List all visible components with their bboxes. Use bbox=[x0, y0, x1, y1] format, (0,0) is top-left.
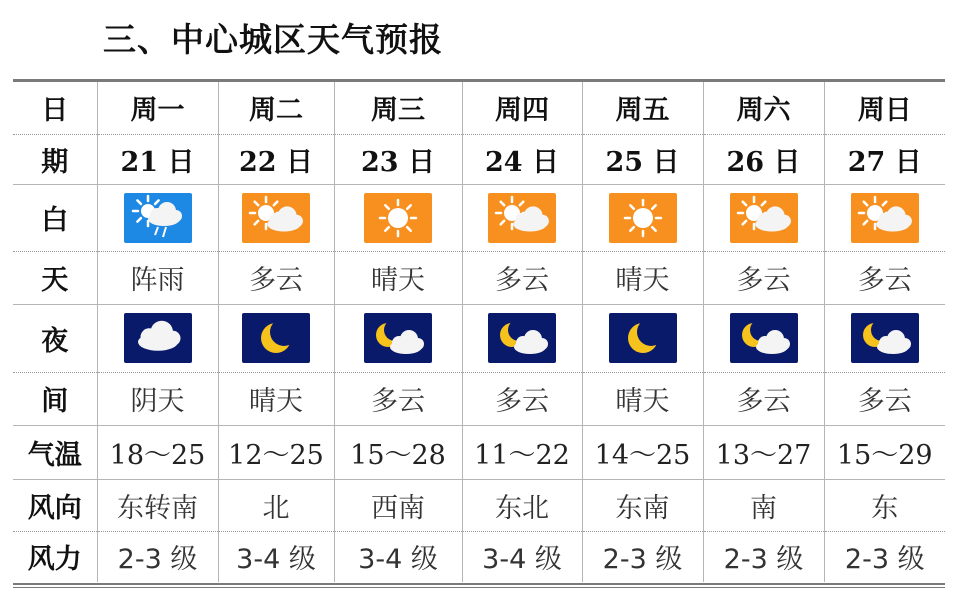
wind-direction-cell: 东北 bbox=[462, 479, 582, 531]
day-weather-cell bbox=[462, 184, 582, 251]
table-bottom-rule-thin bbox=[13, 587, 945, 588]
temperature-cell: 15～29 bbox=[824, 425, 945, 479]
moon-cloud-icon bbox=[488, 313, 556, 363]
day-weather-cell bbox=[97, 184, 218, 251]
night-weather-cell bbox=[703, 304, 824, 372]
shower-icon bbox=[124, 193, 192, 243]
day-weather-cell bbox=[218, 184, 334, 251]
label-night-top: 夜 bbox=[13, 304, 97, 372]
day-weather-cell bbox=[824, 184, 945, 251]
date-cell: 26 日 bbox=[703, 134, 824, 184]
date-cell: 24 日 bbox=[462, 134, 582, 184]
date-cell: 22 日 bbox=[218, 134, 334, 184]
day-condition-cell: 多云 bbox=[218, 251, 334, 304]
day-weather-cell bbox=[582, 184, 703, 251]
label-date-top: 日 bbox=[13, 82, 97, 134]
night-condition-cell: 多云 bbox=[334, 372, 462, 425]
date-cell: 25 日 bbox=[582, 134, 703, 184]
partly-cloudy-icon bbox=[730, 193, 798, 243]
night-weather-cell bbox=[462, 304, 582, 372]
cloudy-night-icon bbox=[124, 313, 192, 363]
wind-force-cell: 2-3 级 bbox=[824, 531, 945, 582]
weekday-cell: 周五 bbox=[582, 82, 703, 134]
night-weather-cell bbox=[97, 304, 218, 372]
wind-direction-cell: 南 bbox=[703, 479, 824, 531]
wind-direction-cell: 西南 bbox=[334, 479, 462, 531]
wind-force-cell: 3-4 级 bbox=[334, 531, 462, 582]
temperature-cell: 14～25 bbox=[582, 425, 703, 479]
label-night-bottom: 间 bbox=[13, 372, 97, 425]
day-condition-cell: 晴天 bbox=[582, 251, 703, 304]
wind-direction-cell: 东 bbox=[824, 479, 945, 531]
partly-cloudy-icon bbox=[488, 193, 556, 243]
day-condition-cell: 晴天 bbox=[334, 251, 462, 304]
day-weather-cell bbox=[334, 184, 462, 251]
day-condition-cell: 多云 bbox=[703, 251, 824, 304]
wind-direction-cell: 东南 bbox=[582, 479, 703, 531]
weekday-cell: 周六 bbox=[703, 82, 824, 134]
night-weather-cell bbox=[218, 304, 334, 372]
weekday-cell: 周日 bbox=[824, 82, 945, 134]
day-weather-cell bbox=[703, 184, 824, 251]
temperature-cell: 18～25 bbox=[97, 425, 218, 479]
temperature-cell: 13～27 bbox=[703, 425, 824, 479]
temperature-cell: 11～22 bbox=[462, 425, 582, 479]
night-condition-cell: 晴天 bbox=[218, 372, 334, 425]
label-temp: 气温 bbox=[13, 425, 97, 479]
table-bottom-rule bbox=[13, 583, 945, 585]
label-wind-force: 风力 bbox=[27, 544, 82, 576]
page-title: 三、中心城区天气预报 bbox=[103, 20, 443, 59]
night-condition-cell: 晴天 bbox=[582, 372, 703, 425]
date-cell: 23 日 bbox=[334, 134, 462, 184]
date-cell: 27 日 bbox=[824, 134, 945, 184]
label-day-top: 白 bbox=[13, 184, 97, 251]
wind-direction-cell: 东转南 bbox=[97, 479, 218, 531]
day-condition-cell: 多云 bbox=[462, 251, 582, 304]
moon-icon bbox=[242, 313, 310, 363]
temperature-cell: 12～25 bbox=[218, 425, 334, 479]
temperature-cell: 15～28 bbox=[334, 425, 462, 479]
wind-direction-cell: 北 bbox=[218, 479, 334, 531]
partly-cloudy-icon bbox=[851, 193, 919, 243]
weekday-cell: 周二 bbox=[218, 82, 334, 134]
weekday-cell: 周四 bbox=[462, 82, 582, 134]
label-date-bottom: 期 bbox=[13, 134, 97, 184]
forecast-table bbox=[13, 82, 945, 582]
night-weather-cell bbox=[824, 304, 945, 372]
date-cell: 21 日 bbox=[97, 134, 218, 184]
moon-cloud-icon bbox=[730, 313, 798, 363]
weekday-cell: 周一 bbox=[97, 82, 218, 134]
night-weather-cell bbox=[334, 304, 462, 372]
wind-force-cell: 2-3 级 bbox=[703, 531, 824, 582]
night-condition-cell: 多云 bbox=[824, 372, 945, 425]
wind-force-cell: 2-3 级 bbox=[97, 531, 218, 582]
moon-cloud-icon bbox=[364, 313, 432, 363]
night-weather-cell bbox=[582, 304, 703, 372]
sunny-icon bbox=[609, 193, 677, 243]
wind-force-cell: 2-3 级 bbox=[582, 531, 703, 582]
night-condition-cell: 阴天 bbox=[97, 372, 218, 425]
label-wind-dir: 风向 bbox=[13, 479, 97, 531]
moon-cloud-icon bbox=[851, 313, 919, 363]
wind-force-cell: 3-4 级 bbox=[218, 531, 334, 582]
wind-force-cell: 3-4 级 bbox=[462, 531, 582, 582]
moon-icon bbox=[609, 313, 677, 363]
day-condition-cell: 多云 bbox=[824, 251, 945, 304]
day-condition-cell: 阵雨 bbox=[97, 251, 218, 304]
night-condition-cell: 多云 bbox=[462, 372, 582, 425]
sunny-icon bbox=[364, 193, 432, 243]
night-condition-cell: 多云 bbox=[703, 372, 824, 425]
partly-cloudy-icon bbox=[242, 193, 310, 243]
weekday-cell: 周三 bbox=[334, 82, 462, 134]
label-day-bottom: 天 bbox=[13, 251, 97, 304]
